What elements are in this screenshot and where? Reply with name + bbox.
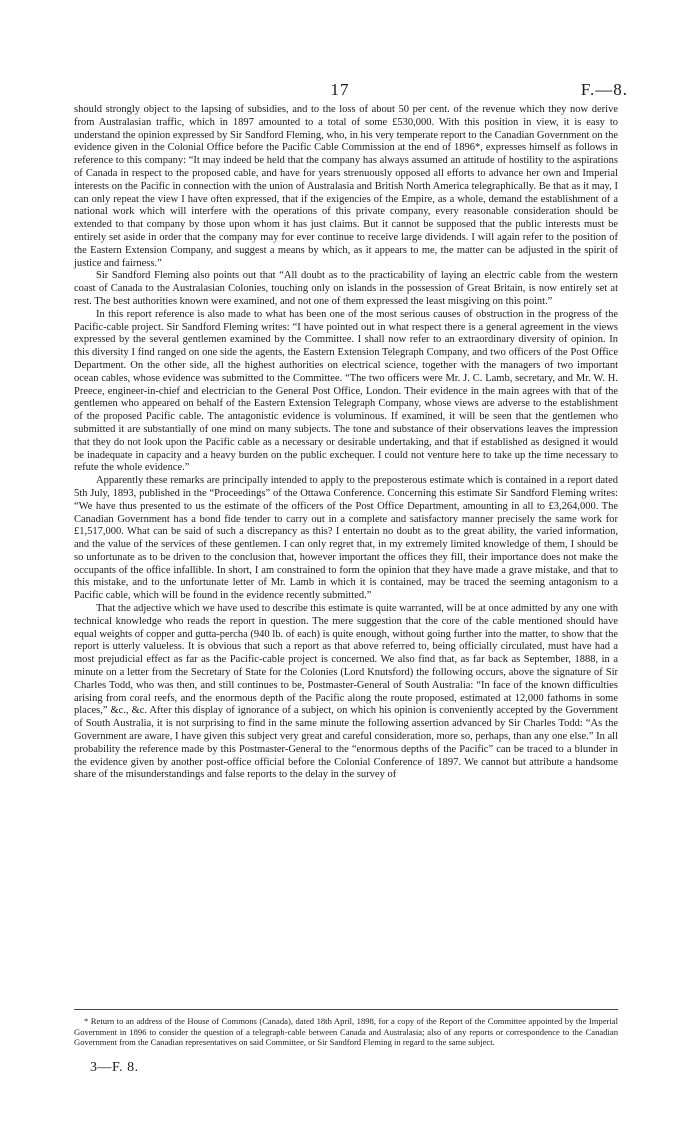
- page-number: 17: [330, 80, 350, 99]
- paragraph: Apparently these remarks are principally intended to apply to the preposterous estimate which is contained in a report dated 5th July, 1893, published in the “Proceedings” of the Ottawa Conference. Concerning this estimate Sir Sandford Fleming writes: “We have thus presented to us the estimate of the officers of the Post Office Department, amounting in all to £3,264,000. The Canadian Government has a bond fide tender to carry out in a complete and satisfactory manner precisely the same work for £1,517,000. What can be said of such a discrepancy as this? I entertain no doubt as to the great ability, the varied information, and the value of the services of these gentlemen. I can only regret that, in my extremely limited knowledge of them, I should be so unfortunate as to be driven to the conclusion that, however important the offices they fill, their importance does not make the occupants of the office infallible. In short, I am constrained to form the opinion that they have made a grave mistake, and that to this mistake, and to the unfortunate letter of Mr. Lamb in which it is contained, may be traced the seeming antagonism to a Pacific cable, which will be found in the evidence recently submitted.”: [74, 475, 618, 602]
- paragraph: In this report reference is also made to what has been one of the most serious causes of obstruction in the progress of the Pacific-cable project. Sir Sandford Fleming writes: “I have pointed out in what respect there is a general agreement in the views expressed by the several gentlemen examined by the Committee. I shall now refer to an extraordinary diversity of opinion. In this diversity I find ranged on one side the agents, the Eastern Extension Telegraph Company, and two officers of the Post Office Department. On the other side, all the highest authorities on electrical science, together with the managers of two important ocean cables, whose evidence was submitted to the Committee. “The two officers were Mr. J. C. Lamb, secretary, and Mr. W. H. Preece, engineer-in-chief and electrician to the General Post Office, London. Their evidence in the main agrees with that of the gentlemen who appeared on behalf of the Eastern Extension Telegraph Company, whose views are adverse to the establishment of the proposed Pacific cable. The antagonistic evidence is voluminous. If examined, it will be seen that the gentlemen who submitted it are substantially of one mind on many subjects. The tone and substance of their observations leaves the impression that they do not look upon the Pacific cable as a necessary or desirable undertaking, and that if established as designed it would be inadequate in capacity and a heavy burden on the public exchequer. I could not venture here to take up the time necessary to refute the whole evidence.”: [74, 308, 618, 474]
- signature-mark: 3—F. 8.: [90, 1060, 139, 1075]
- paragraph: That the adjective which we have used to describe this estimate is quite warranted, will be at once admitted by any one with technical knowledge who reads the report in question. The mere suggestion that the core of the cable mentioned should have equal weights of copper and gutta-percha (940 lb. of each) is quite enough, without going further into the matter, to show that the report is utterly valueless. It is obvious that such a report as that above referred to, being officially circulated, must have had a most prejudicial effect as far as the Pacific-cable project is concerned. We also find that, as far back as September, 1888, in a minute on a letter from the Secretary of State for the Colonies (Lord Knutsford) the following occurs, above the signature of Sir Charles Todd, who was then, and still continues to be, Postmaster-General of South Australia: “In face of the known difficulties arising from coral reefs, and the enormous depth of the Pacific along the route proposed, estimated at 12,000 fathoms in some places,” &c., &c. After this display of ignorance of a subject, on which his opinion is conveniently accepted by the Government of South Australia, it is not surprising to find in the same minute the following assertion advanced by Sir Charles Todd: “As the Government are aware, I have given this subject very great and careful consideration, more so, perhaps, than any one else.” In all probability the reference made by this Postmaster-General to the “enormous depths of the Pacific” can be traced to a blunder in the evidence given by another post-office official before the Colonial Conference of 1897. We cannot but attribute a handsome share of the misunderstandings and false reports to the delay in the survey of: [74, 603, 618, 781]
- document-reference: F.—8.: [580, 80, 628, 99]
- body-text: [74, 104, 618, 782]
- footnote-divider: [74, 1009, 618, 1010]
- footnote-text: * Return to an address of the House of Commons (Canada), dated 18th April, 1898, for a copy of the Report of the Committee appointed by the Imperial Government in 1896 to consider the question of a telegraph-cable between Canada and Australasia; also of any reports or correspondence to the Canadian Government from the Canadian representatives on said Committee, or Sir Sandford Fleming in regard to the same subject.: [74, 1016, 618, 1047]
- paragraph: should strongly object to the lapsing of subsidies, and to the loss of about 50 per cent. of the revenue which they now derive from Australasian traffic, which in 1897 amounted to a total of some £530,000. With this position in view, it is easy to understand the opinion expressed by Sir Sandford Fleming, who, in his very temperate report to the Canadian Government on the evidence given in the Colonial Office before the Pacific Cable Commission at the end of 1896*, expresses himself as follows in reference to this company: “It may indeed be held that the company has always assumed an attitude of hostility to the aspirations of Canada in respect to the proposed cable, and have for years strenuously opposed all efforts to advance her own and Imperial interests on the Pacific in connection with the union of Australasia and British North America telegraphically. Be that as it may, I can only repeat the view I have often expressed, that if the exigencies of the Empire, as a whole, demand the establishment of a national work which will interfere with the operations of this private company, every reasonable consideration should be extended to that company by those upon whom it has just claims. But it cannot be supposed that the public interests must be entirely set aside in order that the company may for ever continue to receive large dividends. I will again refer to the position of the Eastern Extension Company, and suggest a means by which, as it appears to me, the matter can be adjusted in the spirit of justice and fairness.”: [74, 104, 618, 269]
- footnote: [74, 1016, 618, 1048]
- paragraph: Sir Sandford Fleming also points out that “All doubt as to the practicability of laying an electric cable from the western coast of Canada to the Australasian Colonies, touching only on islands in the possession of Great Britain, is now entirely set at rest. The best authorities known were examined, and not one of them expressed the least misgiving on this point.”: [74, 270, 618, 307]
